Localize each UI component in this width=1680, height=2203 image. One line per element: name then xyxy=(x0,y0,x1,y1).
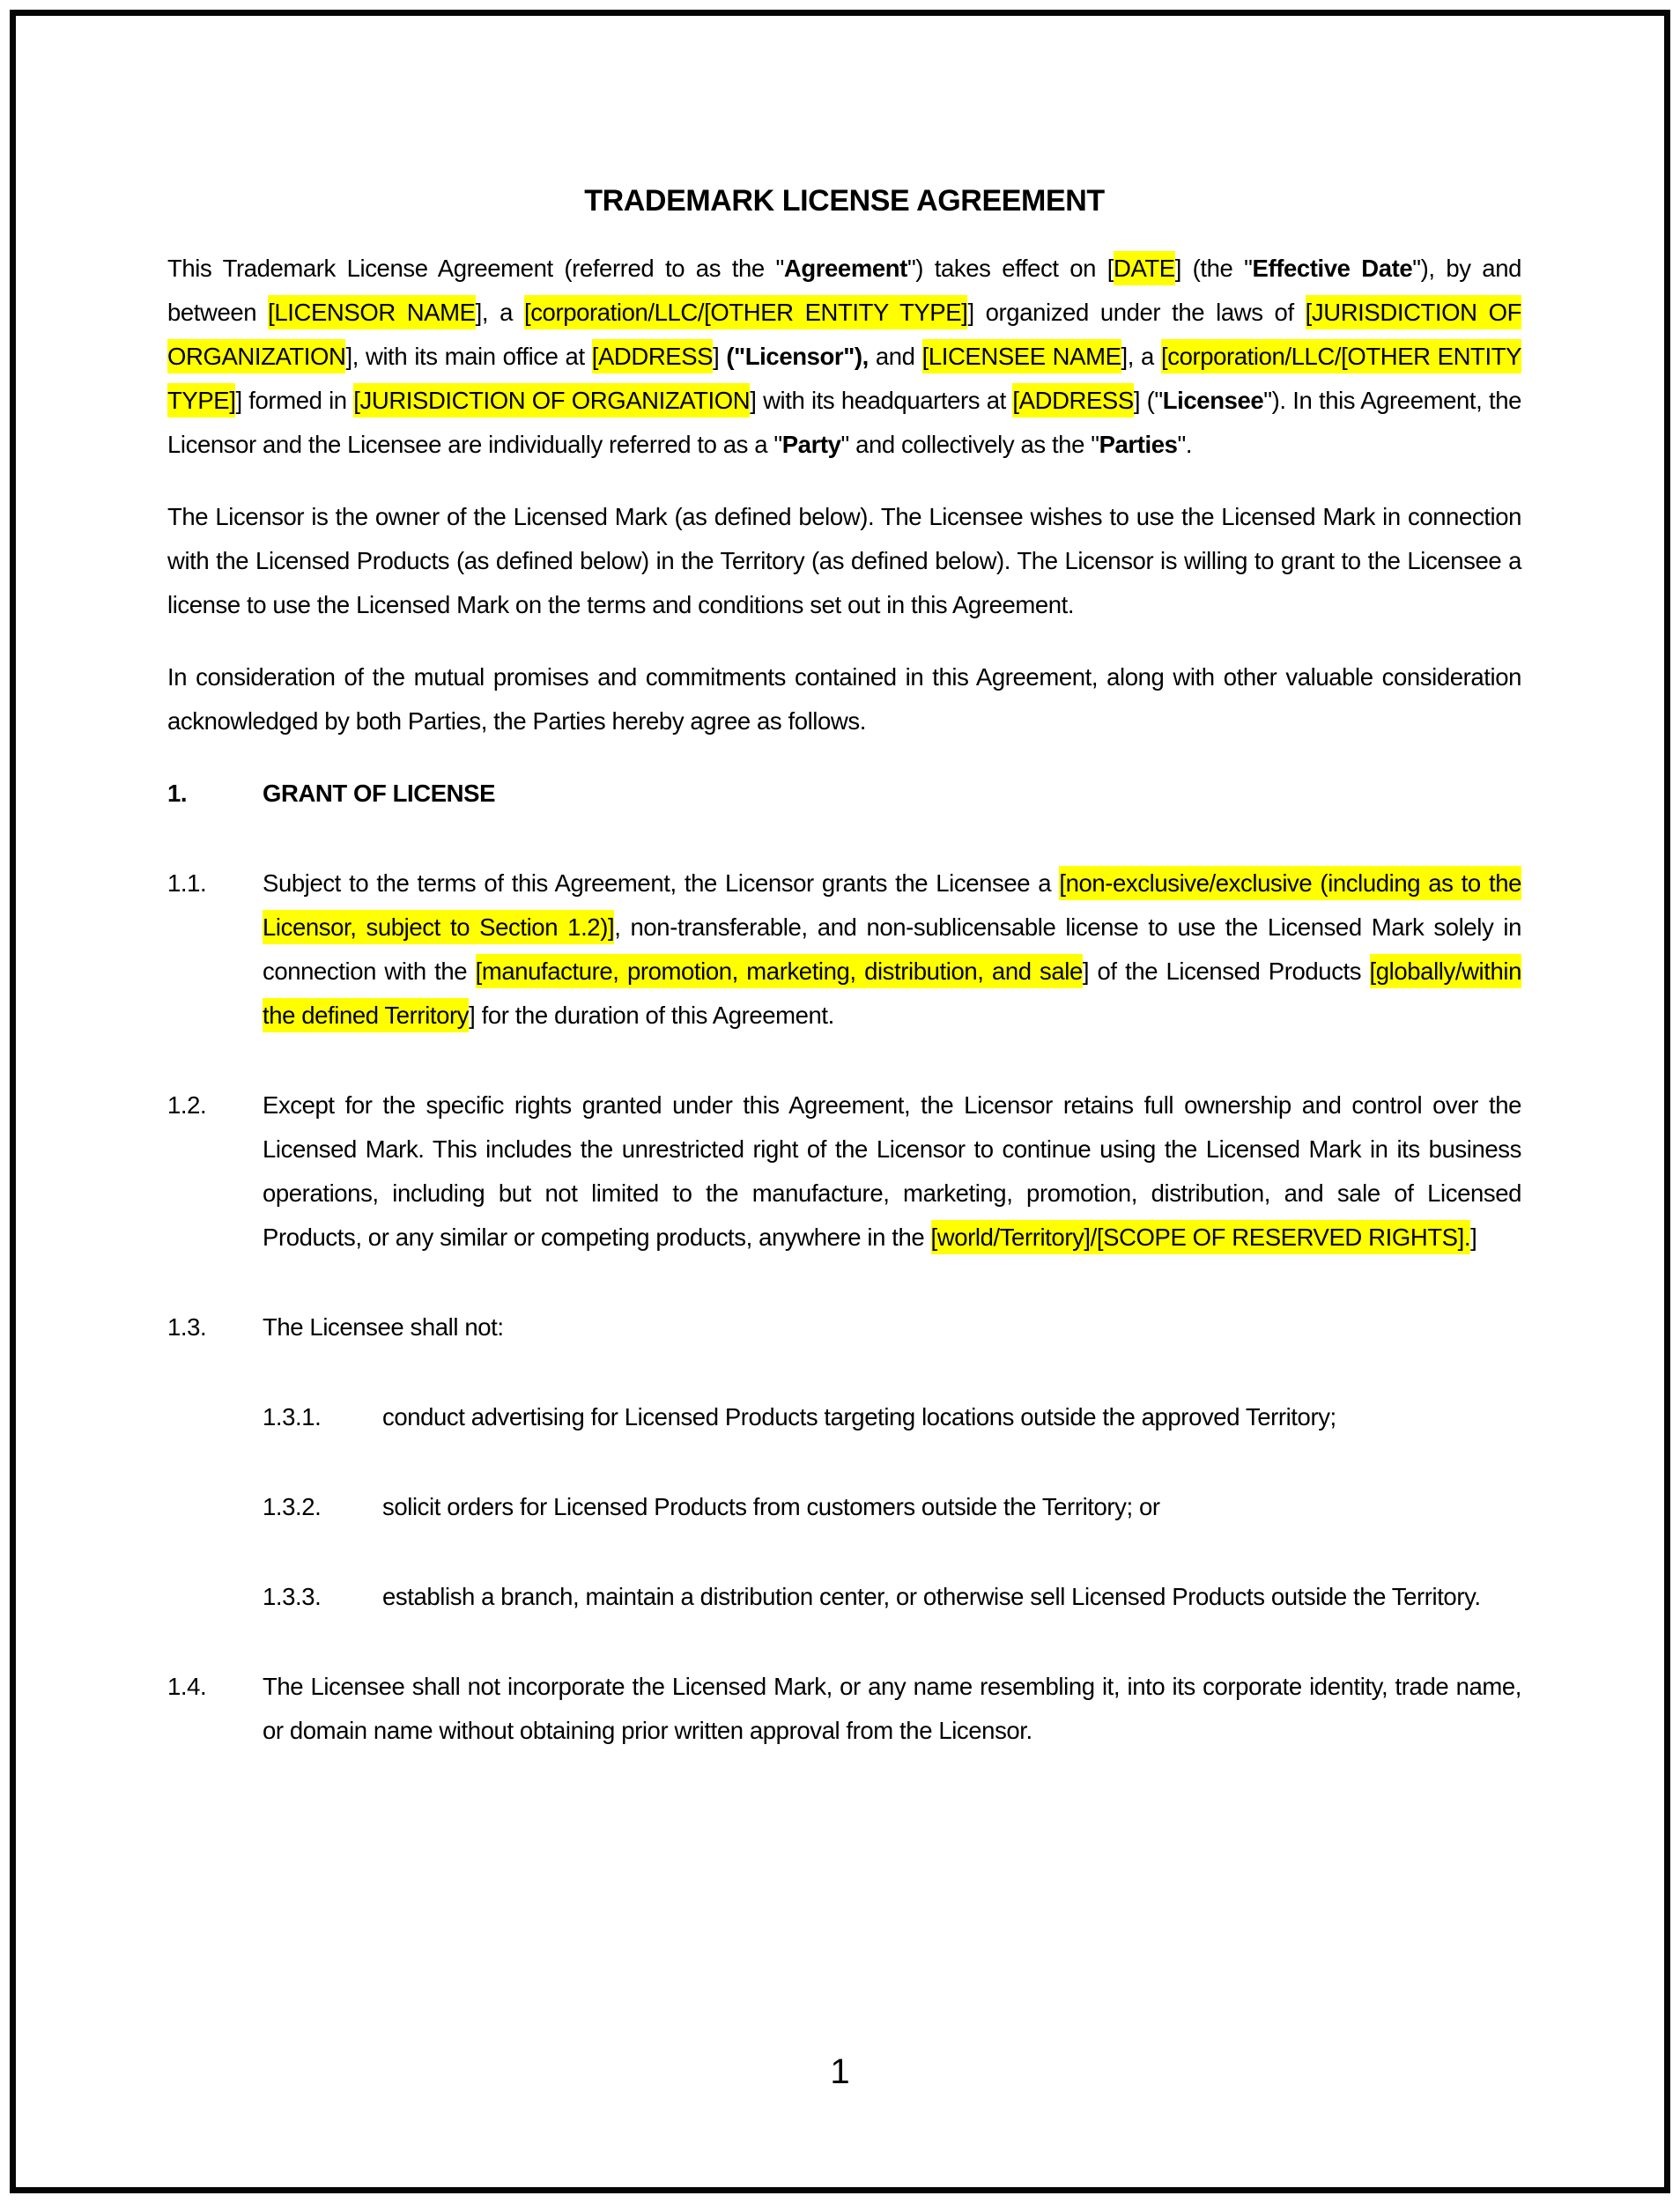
paragraph xyxy=(167,655,1521,743)
text-run: "). In this Agreement, the Licensor and the Licensee are individually referred to as a " xyxy=(167,387,1521,458)
text-run: Except for the specific rights granted under this Agreement, the Licensor retains full ownership and control over the Licensed Mark. This includes the unrestricted right of the Licensor to continue using the Licensed Mark in its business operations, including but not limited to the manufacture, marketing, promotion, distribution, and sale of Licensed Products, or any similar or competing products, anywhere in the xyxy=(263,1091,1521,1251)
clause-number: 1.4. xyxy=(167,1673,207,1700)
clause-text xyxy=(263,772,1521,816)
highlighted-placeholder: [corporation/LLC/[OTHER ENTITY TYPE] xyxy=(167,339,1521,418)
highlighted-placeholder: [ADDRESS xyxy=(1012,383,1133,418)
text-run: ], with its main office at xyxy=(345,343,592,370)
text-run: " and collectively as the " xyxy=(840,431,1099,458)
text-run: ] with its headquarters at xyxy=(750,387,1013,414)
highlighted-placeholder: [LICENSEE NAME xyxy=(922,339,1121,373)
text-run: The Licensor is the owner of the Licensed Mark (as defined below). The Licensee wishes to use the Licensed Mark in connection with the Licensed Products (as defined below) in the Territory (as defined below). The Licensor is willing to grant to the Licensee a license to use the Licensed Mark on the terms and conditions set out in this Agreement. xyxy=(167,503,1521,618)
clause xyxy=(263,1395,1521,1439)
text-run: ] (the " xyxy=(1174,255,1253,282)
text-run: ] xyxy=(1470,1223,1477,1251)
text-run: ". xyxy=(1177,431,1193,458)
text-run: , non-transferable, and non-sublicensable license to use the Licensed Mark solely in connection with the xyxy=(263,913,1521,985)
text-run: ] formed in xyxy=(235,387,354,414)
clause-number: 1.3.1. xyxy=(263,1403,322,1430)
clause-number: 1. xyxy=(167,780,188,807)
clause xyxy=(263,1575,1521,1619)
text-run: ") takes effect on [ xyxy=(907,255,1114,282)
bold-text-run: Licensee xyxy=(1162,387,1264,414)
clause-number: 1.3.3. xyxy=(263,1583,322,1610)
document-body xyxy=(167,247,1521,1753)
paragraph xyxy=(167,495,1521,627)
text-run: and xyxy=(868,343,922,370)
highlighted-placeholder: [JURISDICTION OF ORGANIZATION xyxy=(353,383,750,418)
clause-text xyxy=(382,1395,1521,1439)
highlighted-placeholder: [ADDRESS xyxy=(592,339,713,373)
clause-number: 1.1. xyxy=(167,869,207,897)
text-run: establish a branch, maintain a distribution center, or otherwise sell Licensed Products outside the Territory. xyxy=(382,1583,1481,1610)
bold-text-run: Parties xyxy=(1099,431,1178,458)
text-run: ] of the Licensed Products xyxy=(1082,957,1370,985)
section-heading xyxy=(167,772,1521,816)
text-run: conduct advertising for Licensed Products targeting locations outside the approved Territory; xyxy=(382,1403,1336,1430)
bold-text-run: ("Licensor"), xyxy=(726,343,869,370)
highlighted-placeholder: [world/Territory]/[SCOPE OF RESERVED RIGHTS]. xyxy=(931,1220,1471,1254)
clause-number: 1.2. xyxy=(167,1091,207,1119)
clause-number: 1.3. xyxy=(167,1313,207,1341)
bold-text-run: GRANT OF LICENSE xyxy=(263,780,496,807)
text-run: Subject to the terms of this Agreement, the Licensor grants the Licensee a xyxy=(263,869,1060,897)
document-content xyxy=(167,178,1521,1799)
clause-number: 1.3.2. xyxy=(263,1493,322,1520)
text-run: The Licensee shall not incorporate the Licensed Mark, or any name resembling it, into its corporate identity, trade name, or domain name without obtaining prior written approval from the Licensor. xyxy=(263,1673,1521,1744)
text-run: This Trademark License Agreement (referred to as the " xyxy=(167,255,784,282)
highlighted-placeholder: [corporation/LLC/[OTHER ENTITY TYPE] xyxy=(524,295,967,329)
text-run: ] for the duration of this Agreement. xyxy=(469,1002,834,1029)
text-run: ], a xyxy=(475,299,524,326)
clause xyxy=(167,1305,1521,1349)
highlighted-placeholder: [manufacture, promotion, marketing, distribution, and sale xyxy=(476,954,1083,988)
bold-text-run: Agreement xyxy=(783,255,907,282)
page-number: 1 xyxy=(830,2052,850,2091)
text-run: ] organized under the laws of xyxy=(967,299,1306,326)
clause-text xyxy=(263,1083,1521,1260)
text-run: ] (" xyxy=(1133,387,1163,414)
paragraph xyxy=(167,247,1521,467)
clause-text xyxy=(263,861,1521,1038)
highlighted-placeholder: [non-exclusive/exclusive (including as to the Licensor, subject to Section 1.2)] xyxy=(263,866,1521,944)
bold-text-run: Effective Date xyxy=(1252,255,1413,282)
clause-text xyxy=(263,1305,1521,1349)
highlighted-placeholder: [globally/within the defined Territory xyxy=(263,954,1521,1032)
clause-text xyxy=(382,1575,1521,1619)
highlighted-placeholder: [JURISDICTION OF ORGANIZATION xyxy=(167,295,1521,373)
document-title: TRADEMARK LICENSE AGREEMENT xyxy=(584,184,1105,218)
bold-text-run: Party xyxy=(781,431,841,458)
clause-text xyxy=(382,1485,1521,1529)
text-run: The Licensee shall not: xyxy=(263,1313,504,1341)
highlighted-placeholder: DATE xyxy=(1114,251,1175,285)
clause xyxy=(167,1083,1521,1260)
clause-text xyxy=(263,1665,1521,1753)
clause xyxy=(263,1485,1521,1529)
text-run: "), by and between xyxy=(167,255,1521,326)
clause xyxy=(167,1665,1521,1753)
clause xyxy=(167,861,1521,1038)
text-run: ], a xyxy=(1121,343,1161,370)
highlighted-placeholder: [LICENSOR NAME xyxy=(268,295,475,329)
text-run: solicit orders for Licensed Products from customers outside the Territory; or xyxy=(382,1493,1160,1520)
text-run: ] xyxy=(713,343,727,370)
text-run: In consideration of the mutual promises and commitments contained in this Agreement, along with other valuable consideration acknowledged by both Parties, the Parties hereby agree as follows. xyxy=(167,663,1521,735)
